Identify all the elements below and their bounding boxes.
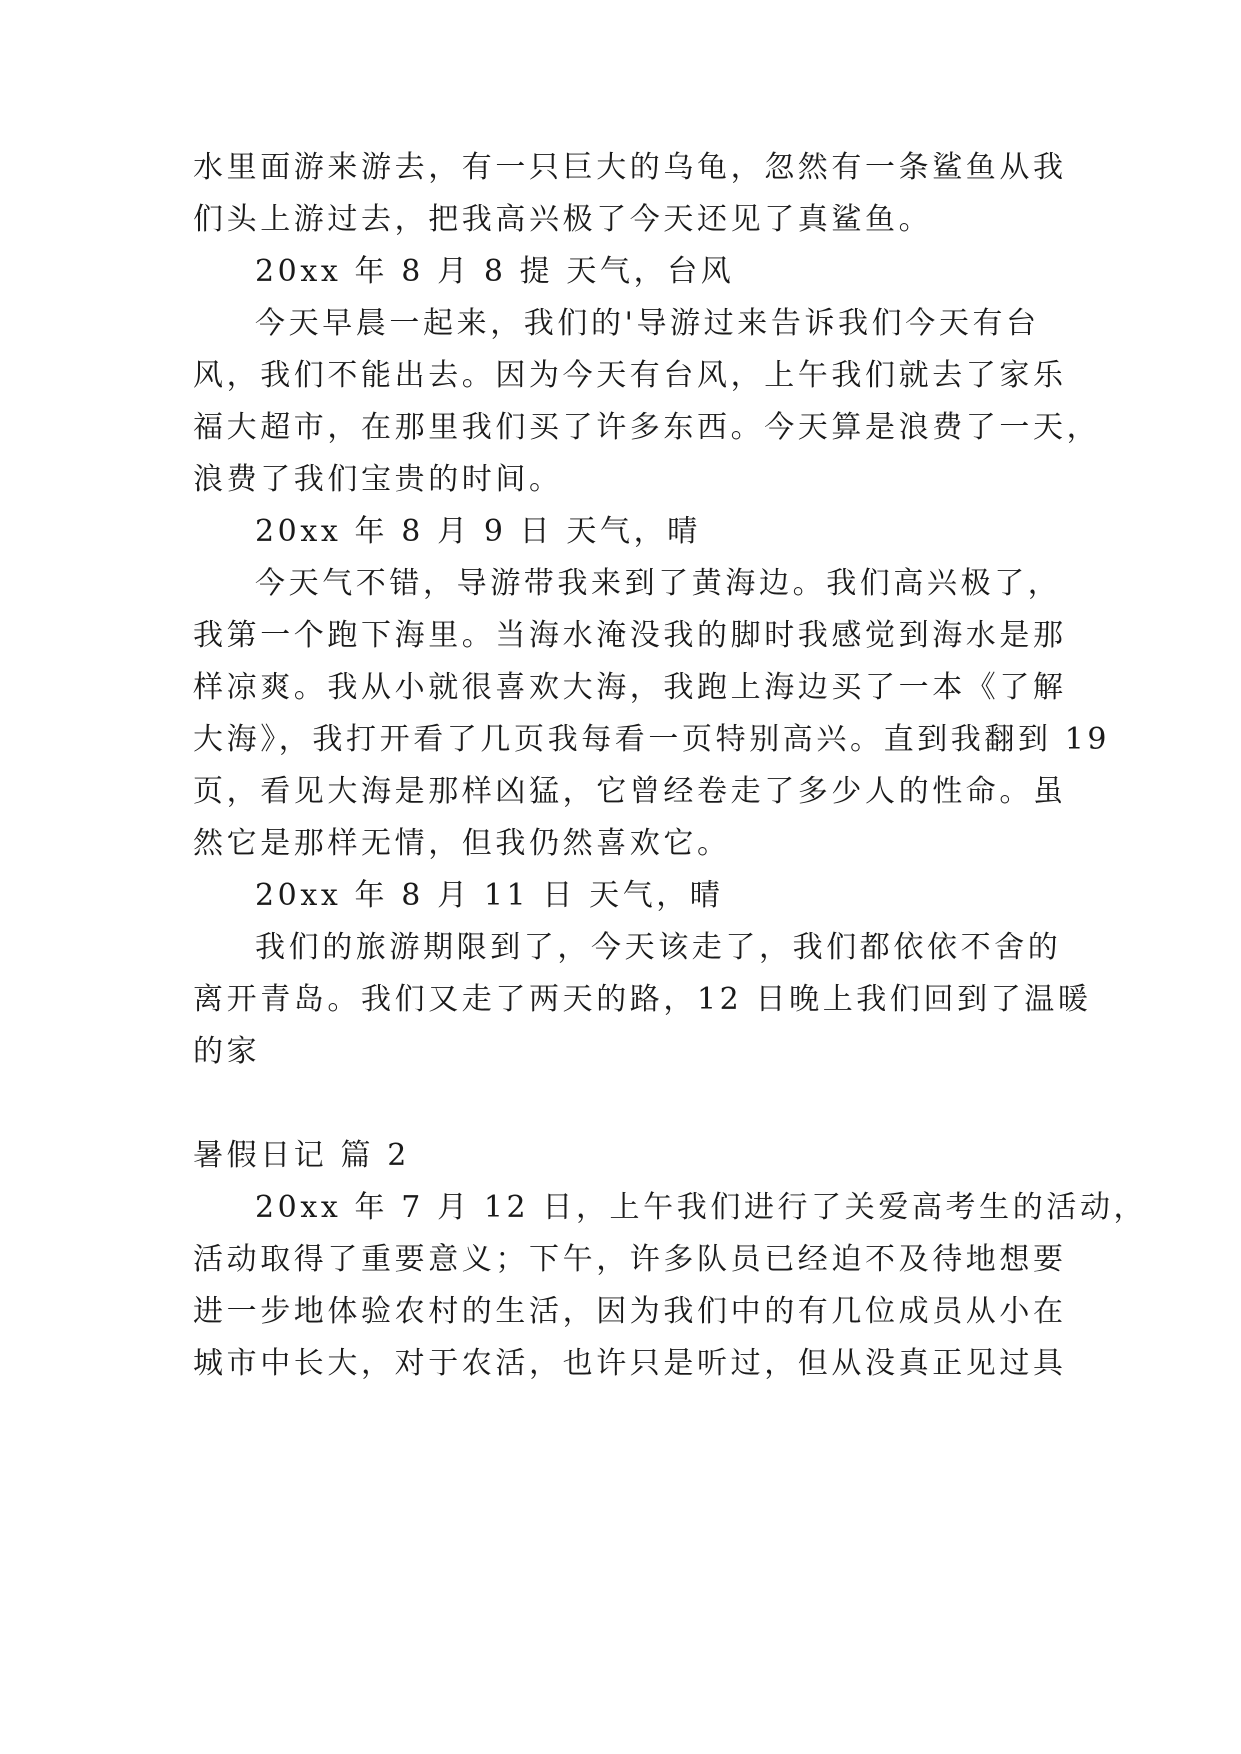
body-text-line: 样凉爽。我从小就很喜欢大海，我跑上海边买了一本《了解 bbox=[193, 670, 1067, 705]
body-text-line: 城市中长大，对于农活，也许只是听过，但从没真正见过具 bbox=[193, 1346, 1067, 1381]
diary-date-heading: 20xx 年 8 月 11 日 天气，晴 bbox=[255, 878, 724, 913]
body-text-line: 我第一个跑下海里。当海水淹没我的脚时我感觉到海水是那 bbox=[193, 618, 1067, 653]
body-text-line: 们头上游过去，把我高兴极了今天还见了真鲨鱼。 bbox=[193, 202, 933, 237]
body-text-line: 离开青岛。我们又走了两天的路，12 日晚上我们回到了温暖 bbox=[193, 982, 1092, 1017]
body-text-line: 我们的旅游期限到了，今天该走了，我们都依依不舍的 bbox=[255, 930, 1062, 965]
body-text-line: 20xx 年 7 月 12 日，上午我们进行了关爱高考生的活动， bbox=[255, 1190, 1148, 1225]
body-text-line: 大海》，我打开看了几页我每看一页特别高兴。直到我翻到 19 bbox=[193, 722, 1111, 757]
diary-date-heading: 20xx 年 8 月 9 日 天气，晴 bbox=[255, 514, 701, 549]
body-text-line: 风，我们不能出去。因为今天有台风，上午我们就去了家乐 bbox=[193, 358, 1067, 393]
body-text-line: 今天早晨一起来，我们的'导游过来告诉我们今天有台 bbox=[255, 306, 1040, 341]
body-text-line: 然它是那样无情，但我仍然喜欢它。 bbox=[193, 826, 731, 861]
body-text-line: 页，看见大海是那样凶猛，它曾经卷走了多少人的性命。虽 bbox=[193, 774, 1067, 809]
body-text-line: 福大超市，在那里我们买了许多东西。今天算是浪费了一天， bbox=[193, 410, 1101, 445]
section-title: 暑假日记 篇 2 bbox=[193, 1138, 410, 1173]
body-text-line: 浪费了我们宝贵的时间。 bbox=[193, 462, 563, 497]
body-text-line: 进一步地体验农村的生活，因为我们中的有几位成员从小在 bbox=[193, 1294, 1067, 1329]
body-text-line: 的家 bbox=[193, 1034, 261, 1069]
diary-date-heading: 20xx 年 8 月 8 提 天气，台风 bbox=[255, 254, 735, 289]
body-text-line: 今天气不错，导游带我来到了黄海边。我们高兴极了， bbox=[255, 566, 1062, 601]
body-text-line: 水里面游来游去，有一只巨大的乌龟，忽然有一条鲨鱼从我 bbox=[193, 150, 1067, 185]
body-text-line: 活动取得了重要意义；下午，许多队员已经迫不及待地想要 bbox=[193, 1242, 1067, 1277]
